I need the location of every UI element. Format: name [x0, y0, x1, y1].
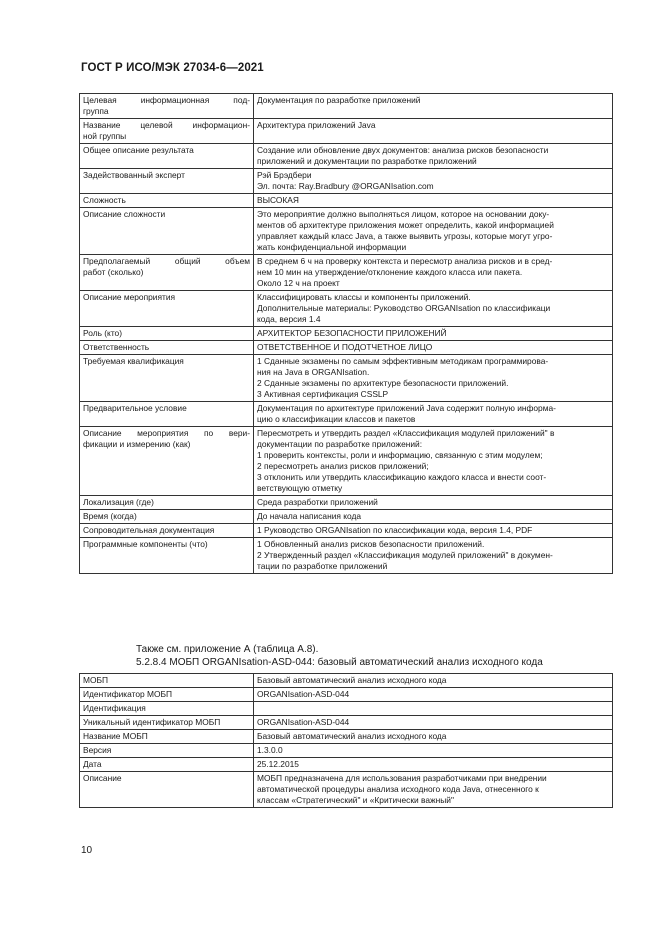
- row-value-line: Эл. почта: Ray.Bradbury @ORGANIsation.com: [257, 181, 434, 191]
- row-label: [80, 524, 254, 538]
- row-label: [80, 144, 254, 169]
- row-value: [254, 291, 613, 327]
- row-value-line: АРХИТЕКТОР БЕЗОПАСНОСТИ ПРИЛОЖЕНИЙ: [257, 328, 447, 338]
- row-value-line: 2 Сданные экзамены по архитектуре безопасности приложений.: [257, 378, 509, 388]
- row-value-line: приложений и документации по разработке приложений: [257, 156, 477, 166]
- row-value-line: ОТВЕТСТВЕННОЕ И ПОДОТЧЕТНОЕ ЛИЦО: [257, 342, 433, 352]
- row-value: [254, 169, 613, 194]
- row-label-line: Идентификация: [83, 703, 146, 713]
- row-value-line: 3 отклонить или утвердить классификацию каждого класса и внести соот-: [257, 472, 547, 482]
- row-label-line: Предварительное условие: [83, 403, 187, 413]
- row-value-line: Базовый автоматический анализ исходного кода: [257, 731, 447, 741]
- row-value-line: Архитектура приложений Java: [257, 120, 376, 130]
- row-value: [254, 208, 613, 255]
- table-row: [80, 341, 613, 355]
- row-value-line: 1 Сданные экзамены по самым эффективным методикам программирова-: [257, 356, 549, 366]
- row-value: [254, 688, 613, 702]
- table-row: [80, 510, 613, 524]
- row-value-line: классам «Стратегический" и «Критически важный": [257, 795, 454, 805]
- table-row: [80, 94, 613, 119]
- row-label-line: Название целевой информацион-: [83, 120, 250, 130]
- row-value-line: Пересмотреть и утвердить раздел «Классификация модулей приложений" в: [257, 428, 555, 438]
- row-value: [254, 341, 613, 355]
- row-label-line: Роль (кто): [83, 328, 123, 338]
- row-value: [254, 496, 613, 510]
- row-value: [254, 194, 613, 208]
- table-row: [80, 355, 613, 402]
- row-value-line: ВЫСОКАЯ: [257, 195, 299, 205]
- table-row: [80, 119, 613, 144]
- row-value-line: 1.3.0.0: [257, 745, 283, 755]
- row-label-line: Название МОБП: [83, 731, 148, 741]
- row-label-line: ной группы: [83, 131, 127, 141]
- row-label-line: Время (когда): [83, 511, 137, 521]
- row-label-line: Дата: [83, 759, 102, 769]
- row-label: [80, 355, 254, 402]
- row-value-line: жать конфиденциальной информации: [257, 242, 407, 252]
- row-label-line: работ (сколько): [83, 267, 144, 277]
- row-label-line: Идентификатор МОБП: [83, 689, 172, 699]
- row-label-line: МОБП: [83, 675, 109, 685]
- row-label: [80, 341, 254, 355]
- table-row: [80, 758, 613, 772]
- row-label-line: Ответственность: [83, 342, 150, 352]
- table-row: [80, 144, 613, 169]
- row-value-line: 1 Руководство ORGANIsation по классификации кода, версия 1.4, PDF: [257, 525, 533, 535]
- row-value-line: Среда разработки приложений: [257, 497, 378, 507]
- table-row: [80, 427, 613, 496]
- table-row: [80, 674, 613, 688]
- row-value: [254, 94, 613, 119]
- row-label: [80, 427, 254, 496]
- table-row: [80, 194, 613, 208]
- row-value-line: 2 пересмотреть анализ рисков приложений;: [257, 461, 429, 471]
- row-label-line: Описание мероприятия: [83, 292, 176, 302]
- row-label: [80, 119, 254, 144]
- row-value-line: Это мероприятие должно выполняться лицом, которое на основании доку-: [257, 209, 550, 219]
- row-value-line: 3 Активная сертификация CSSLP: [257, 389, 389, 399]
- row-value-line: Дополнительные материалы: Руководство ORGANIsation по классификаци: [257, 303, 551, 313]
- table-row: [80, 772, 613, 808]
- row-value-line: документации по разработке приложений:: [257, 439, 423, 449]
- row-label: [80, 538, 254, 574]
- row-value-line: Рэй Брэдбери: [257, 170, 312, 180]
- row-label: [80, 772, 254, 808]
- row-value: [254, 702, 613, 716]
- row-value: [254, 427, 613, 496]
- row-label: [80, 496, 254, 510]
- row-label-line: Задействованный эксперт: [83, 170, 185, 180]
- row-value: [254, 355, 613, 402]
- table-row: [80, 402, 613, 427]
- row-value: [254, 744, 613, 758]
- row-value: [254, 119, 613, 144]
- row-value: [254, 144, 613, 169]
- row-label: [80, 758, 254, 772]
- table-row: [80, 688, 613, 702]
- table-row: [80, 524, 613, 538]
- row-value: [254, 538, 613, 574]
- page-number: 10: [81, 845, 93, 856]
- document-header: ГОСТ Р ИСО/МЭК 27034-6—2021: [81, 62, 264, 74]
- row-value-line: тации по разработке приложений: [257, 561, 388, 571]
- row-value-line: 25.12.2015: [257, 759, 299, 769]
- row-label: [80, 194, 254, 208]
- row-label: [80, 291, 254, 327]
- row-value: [254, 402, 613, 427]
- row-label: [80, 730, 254, 744]
- table-row: [80, 744, 613, 758]
- row-label-line: Общее описание результата: [83, 145, 194, 155]
- table-row: [80, 538, 613, 574]
- row-value: [254, 772, 613, 808]
- table-row: [80, 327, 613, 341]
- row-label: [80, 510, 254, 524]
- row-label-line: Целевая информационная под-: [83, 95, 250, 105]
- row-label-line: Предполагаемый общий объем: [83, 256, 250, 266]
- row-value-line: Базовый автоматический анализ исходного кода: [257, 675, 447, 685]
- row-value-line: Документация по разработке приложений: [257, 95, 421, 105]
- table-row: [80, 496, 613, 510]
- row-label: [80, 744, 254, 758]
- row-value: [254, 510, 613, 524]
- row-label: [80, 702, 254, 716]
- row-value-line: ментов об архитектуре приложения может определить, какой информацией: [257, 220, 554, 230]
- row-label-line: Сложность: [83, 195, 126, 205]
- row-label-line: фикации и измерению (как): [83, 439, 191, 449]
- row-label-line: Описание сложности: [83, 209, 166, 219]
- row-label: [80, 402, 254, 427]
- row-label-line: Программные компоненты (что): [83, 539, 208, 549]
- row-label-line: Описание мероприятия по вери-: [83, 428, 250, 438]
- row-value: [254, 730, 613, 744]
- row-value-line: [257, 703, 609, 714]
- row-label-line: Требуемая квалификация: [83, 356, 184, 366]
- row-value-line: ORGANIsation-ASD-044: [257, 717, 350, 727]
- activity-table: [79, 93, 613, 574]
- row-value-line: 1 проверить контексты, роли и информацию, связанную с этим модулем;: [257, 450, 543, 460]
- row-label: [80, 674, 254, 688]
- row-value: [254, 716, 613, 730]
- row-value-line: До начала написания кода: [257, 511, 362, 521]
- table-row: [80, 730, 613, 744]
- row-label-line: Локализация (где): [83, 497, 154, 507]
- row-value-line: Классифицировать классы и компоненты приложений.: [257, 292, 471, 302]
- row-label: [80, 208, 254, 255]
- row-label: [80, 169, 254, 194]
- row-value-line: управляет каждый класс Java, а также выявить угрозы, которые могут угро-: [257, 231, 553, 241]
- row-label: [80, 327, 254, 341]
- table-row: [80, 702, 613, 716]
- row-value-line: 2 Утвержденный раздел «Классификация модулей приложений" в докумен-: [257, 550, 553, 560]
- row-value-line: Около 12 ч на проект: [257, 278, 340, 288]
- row-value-line: ветствующую отметку: [257, 483, 343, 493]
- row-value-line: цию о классификации классов и пакетов: [257, 414, 416, 424]
- row-value-line: нем 10 мин на утверждение/отклонение каждого класса или пакета.: [257, 267, 523, 277]
- row-value: [254, 255, 613, 291]
- row-label-line: Версия: [83, 745, 112, 755]
- row-label-line: Сопроводительная документация: [83, 525, 215, 535]
- row-value: [254, 524, 613, 538]
- row-value-line: 1 Обновленный анализ рисков безопасности приложений.: [257, 539, 485, 549]
- table-row: [80, 716, 613, 730]
- asc-table: [79, 673, 613, 808]
- appendix-reference: Также см. приложение А (таблица А.8).: [136, 644, 319, 655]
- table-row: [80, 169, 613, 194]
- row-value-line: ORGANIsation-ASD-044: [257, 689, 350, 699]
- row-value: [254, 674, 613, 688]
- row-value-line: Создание или обновление двух документов: анализа рисков безопасности: [257, 145, 549, 155]
- row-value-line: автоматической процедуры анализа исходного кода Java, отнесенного к: [257, 784, 539, 794]
- row-label-line: группа: [83, 106, 109, 116]
- row-label: [80, 255, 254, 291]
- row-label: [80, 688, 254, 702]
- row-value-line: Документация по архитектуре приложений Java содержит полную информа-: [257, 403, 556, 413]
- table-row: [80, 208, 613, 255]
- row-label-line: Уникальный идентификатор МОБП: [83, 717, 221, 727]
- row-value-line: В среднем 6 ч на проверку контекста и пересмотр анализа рисков и в сред-: [257, 256, 553, 266]
- table-row: [80, 255, 613, 291]
- row-value-line: ния на Java в ORGANIsation.: [257, 367, 370, 377]
- row-label: [80, 94, 254, 119]
- row-value: [254, 327, 613, 341]
- row-value-line: кода, версия 1.4: [257, 314, 321, 324]
- row-label-line: Описание: [83, 773, 122, 783]
- section-heading: 5.2.8.4 МОБП ORGANIsation-ASD-044: базовый автоматический анализ исходного кода: [136, 657, 543, 668]
- row-label: [80, 716, 254, 730]
- table-row: [80, 291, 613, 327]
- row-value: [254, 758, 613, 772]
- row-value-line: МОБП предназначена для использования разработчиками при внедрении: [257, 773, 547, 783]
